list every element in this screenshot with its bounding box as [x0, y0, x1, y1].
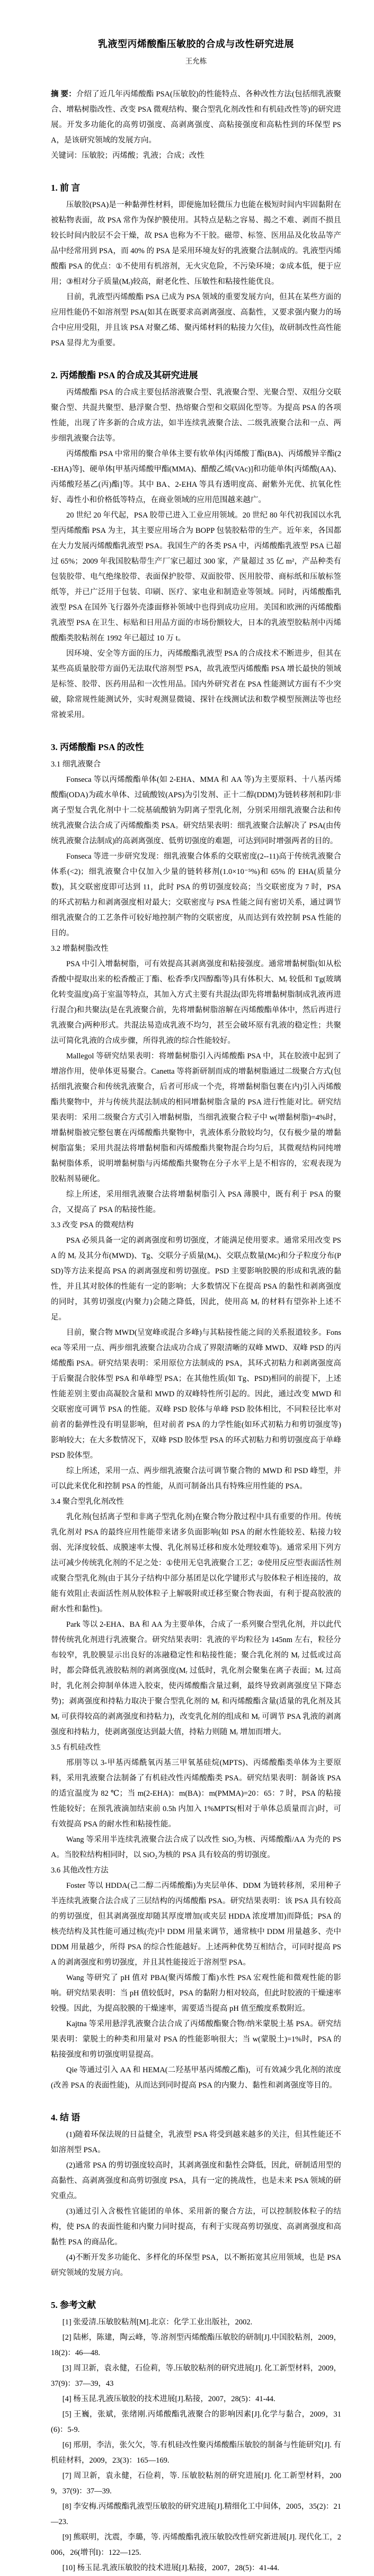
subsection-heading: 3.5 有机硅改性 [51, 1743, 101, 1752]
subsection-heading: 3.2 增黏树脂改性 [51, 944, 109, 953]
section-heading: 1. 前 言 [51, 183, 81, 193]
paragraph: Park 等以 2-EHA、BA 和 AA 为主要单体，合成了一系列聚合型乳化剂，并以此代替传统乳化剂进行乳液聚合。研究结果表明：乳液的平均粒径为 145nm 左右，粒径分布较窄，乳胶膜显示出良好的冻融稳定性和粘接性能；聚合乳化剂的 Mᵣ 过低或过高时，都会降低乳液胶粘剂的剥离强度(Mᵣ 过低时，乳化剂会聚集在离子表面；Mᵣ 过高时，乳化剂会抑制单体进入胶束，使丙烯酸酯含量过剩，最终导致剥离强度呈下降态势)；剥离强度和持粘力取决于聚合型乳化剂的 Mᵣ 和丙烯酸酯含量(适量的乳化剂及其 Mᵣ 可获得较高的剥离强度和持粘力)，改变乳化剂的组成和 Mᵣ 可调节 PSA 乳液的剥离强度和持粘力，使剥离强度达到最大值，持粘力则随 Mᵣ 增加而增大。 [51, 1620, 341, 1736]
section-heading: 4. 结 语 [51, 2113, 81, 2123]
reference-item: [2] 陆彬，陈建，陶云峰，等.溶剂型丙烯酸酯压敏胶的研制[J].中国胶粘剂，2009，18(2)：46—48. [51, 2333, 341, 2357]
paragraph: 20 世纪 20 年代起，PSA 胶带已进入工业应用领域。20 世纪 80 年代初我国以水乳型丙烯酸酯 PSA 为主，其主要应用场合为 BOPP 包装胶粘带的生产。近年来，各国都在大力发展丙烯酸酯乳液型 PSA。我国生产的各类 PSA 中，丙烯酸酯乳液型 PSA 已超过 65%；2009 年我国胶粘带生产厂家已超过 300 家，产量超过 35 亿 m²，产品种类有包装胶带、电气绝缘胶带、表面保护胶带、双面胶带、医用胶带、商标纸和压敏标签纸等，并已广泛用于包装、印刷、医疗、家电业和制造业等领域。同时，丙烯酸酯乳液型 PSA 在国外飞行器外壳漆面修补领域中也得到成功应用。美国和欧洲的丙烯酸酯乳液型 PSA 在卫生、标贴和日用品方面的市场份额较大，日本的乳液型胶粘剂中丙烯酸酯类胶粘剂在 1992 年已超过 10 万 t。 [51, 511, 341, 643]
subsection-heading: 3.3 改变 PSA 的微观结构 [51, 1221, 134, 1229]
paragraph: (2)通常 PSA 的剪切强度较高时，其剥离强度和黏性会降低，因此，研制适用型的高黏性、高剥离强度和高剪切强度 PSA，具有一定的挑战性，也是未来 PSA 领域的研究重点。 [51, 2161, 341, 2200]
abstract-label: 摘 要： [51, 90, 76, 99]
paragraph: 乳化剂(包括离子型和非离子型乳化剂)在聚合物分散过程中具有重要的作用。传统乳化剂对 PSA 的最终应用性能带来诸多负面影响(如 PSA 的耐水性能较差、粘接力较弱、光泽度较低、成膜速率太慢、乳化剂易迁移和废水处理较难等)。通常采用下列方法可减少传统乳化剂的不足之处：①使用无皂乳液聚合工艺；②使用反应型表面活性剂或聚合型乳化剂(由于其分子结构中部分基团是以化学键形式与胶体粒子相连接的，故能有效阻止表面活性剂从胶体粒子上解吸附或迁移至聚合物表面，有利于提高胶液的耐水性和黏性)。 [51, 1513, 341, 1614]
paragraph: Mallegol 等研究结果表明：将增黏树脂引入丙烯酸酯 PSA 中，其在胶液中起到了增溶作用，使单体更易聚合。Canetta 等将新研制而成的增黏树脂通过二级聚合方式(包括细乳液聚合和传统乳液聚合，后者可形成一个壳，将增黏树脂包裹在内)引入丙烯酸酯共聚物中，并与传统共混法制成的相同增黏树脂含量的 PSA 进行性能对比。研究结果表明：采用二级聚合方式引入增黏树脂，当细乳液聚合粒子中 w(增黏树脂)=4%时，增黏树脂被完整包裹在丙烯酸酯共聚物中，乳液体系分散较均匀，仅有极少量的增黏树脂富集；采用共混法将增黏树脂和丙烯酸酯共聚物混合均匀后，其微观结构同纯增黏树脂体系，说明增黏树脂与丙烯酸酯共聚物在分子水平上是不相容的，宏观表现为胶粘剂易硬化。 [51, 1052, 341, 1183]
paragraph: (4)不断开发多功能化、多样化的环保型 PSA，以不断拓宽其应用领域，也是 PSA 研究领域的发展方向。 [51, 2253, 341, 2277]
paragraph: Qie 等通过引入 AA 和 HEMA(二羟基甲基丙烯酸乙酯)，可有效减少乳化剂的浓度(改善 PSA 的表面性能)，从而达到同时提高 PSA 的内聚力、黏性和剥离强度等目的。 [51, 2066, 341, 2090]
paragraph: (3)通过引入含极性官能团的单体、采用新的聚合方法，可以控制胶体粒子的结构，使 PSA 的表面性能和内聚力同时提高，有利于实现高剪切强度、高剥离强度和高黏性 PSA 的商品化。 [51, 2207, 341, 2247]
document-body [51, 180, 341, 2576]
reference-item: [8] 李安梅.丙烯酸酯乳液型压敏胶的研究进展[J].精细化工中间体，2005，35(2)：21—23. [51, 2502, 341, 2526]
section-heading: 3. 丙烯酸酯 PSA 的改性 [51, 742, 144, 752]
page-title: 乳液型丙烯酸酯压敏胶的合成与改性研究进展 [98, 39, 294, 49]
paragraph: PSA 必须具备一定的剥离强度和剪切强度，才能满足使用要求。通常采用改变 PSA 的 Mᵣ 及其分布(MWD)、Tg、交联分子质量(Mₑ)、交联点数量(Mc)和分子粒度分布(PSD)等方法来提高 PSA 的剥离强度和剪切强度。PSD 主要影响胶膜的形成和乳液的黏性，并且其对胶体的性能有一定的影响；大多数情况下在提高 PSA 的黏性和剥离强度的同时，其剪切强度(内聚力)会随之降低，因此，使用高 Mᵣ 的材料有望弥补上述不足。 [51, 1236, 341, 1322]
paragraph: 丙烯酸酯 PSA 的合成主要包括溶液聚合型、乳液聚合型、光聚合型、双组分交联聚合型、共混共聚型、悬浮聚合型、热熔聚合型和交联固化型等。为提高 PSA 的各项性能，出现了许多新的合成方法，如半连续乳液聚合法、二级乳液聚合法和一点、两步细乳液聚合法等。 [51, 388, 341, 443]
paragraph: Wang 等研究了 pH 值对 PBA(聚丙烯酸丁酯)水性 PSA 宏观性能和微观性能的影响。研究结果表明：当 pH 值较低时，PSA 的黏附力相对较高，但此时胶液的干燥速率较慢。因此，为提高胶膜的干燥速率，需要适当提高 pH 值至酸度系数附近。 [51, 1974, 341, 2013]
paragraph: Fonseca 等进一步研究发现：细乳液聚合体系的交联密度(2--11)高于传统乳液聚合体系(<2)；细乳液聚合中仅加入少量的链转移剂(1.0×10⁻⁵%)和 65% 的 EHA(质量分数)，其交联密度即可达到 11，此时 PSA 的剪切强度较高；当交联密度为 7 时，PSA 的环式初粘力和剥离强度相对最大；交联密度与 PSA 性能之间有密切关系，通过调节细乳液聚合的工艺条件可较好地控制产物的交联密度，从而达到有效控制 PSA 性能的目的。 [51, 852, 341, 938]
paragraph: 邢朋等以 3-甲基丙烯酰氧丙基三甲氧基硅烷(MPTS)、丙烯酸酯类单体为主要原料，采用乳液聚合法制备了有机硅改性丙烯酸酯类 PSA。研究结果表明：制备该 PSA 的适宜温度为 82 ℃；当 m(2-EHA)：m(BA)：m(PMMA)=20：65：7 时，PSA 的粘接性能较好；在预乳液滴加结束前 0.5h 内加入 1%MPTS(相对于单体总质量而言)时，可有效提高 PSA 的耐水性和粘接性能。 [51, 1759, 341, 1829]
keywords-label: 关键词： [51, 151, 82, 160]
subsection-heading: 3.6 其他改性方法 [51, 1866, 109, 1875]
abstract-text: 介绍了近几年丙烯酸酯 PSA(压敏胶)的性能特点、各种改性方法(包括细乳液聚合、增粘树脂改性、改变 PSA 微观结构、聚合型乳化剂改性和有机硅改性等)的研究进展。开发多功能化的高剪切强度、高剥离强度、高粘接强度和高粘性到的环保型 PSA，是该研究领域的发展方向。 [51, 90, 341, 145]
paragraph: 目前，乳液型丙烯酸酯 PSA 已成为 PSA 领域的重要发展方向，但其在某些方面的应用性能仍不如溶剂型 PSA(如其在既要求高剥离强度、高黏性，又要求强内聚力的场合中应用受阻，并且该 PSA 对聚乙烯、聚丙烯材料的粘接力欠佳)，故研制改性高性能 PSA 显得尤为重要。 [51, 293, 341, 347]
paragraph: (1)随着环保法规的日益健全，乳液型 PSA 将受到越来越多的关注，但其性能还不如溶剂型 PSA。 [51, 2131, 341, 2154]
paragraph: 丙烯酸酯 PSA 中常用的聚合单体主要有软单体[丙烯酸丁酯(BA)、丙烯酸异辛酯(2-EHA)等]、硬单体[甲基丙烯酸甲酯(MMA)、醋酸乙烯(VAc)]和功能单体[丙烯酸(AA)、丙烯酸羟基乙(丙)酯]等。其中 BA、2-EHA 等具有透明度高、耐紫外光优、抗氧化性好、毒性小和价格低等特点，在商业领域的应用范围越来越广。 [51, 450, 341, 504]
subsection-heading: 3.4 聚合型乳化剂改性 [51, 1498, 124, 1506]
paragraph: 因环境、安全等方面的压力，丙烯酸酯乳液型 PSA 的合成技术不断进步，但其在某些高质量胶带方面仍无法取代溶剂型 PSA，故乳液型丙烯酸酯 PSA 增长最快的领域是标签、胶带、医药用品和一次性用品。国内外研究者在 PSA 性能测试方面有不少突破，除常规性能测试外，实时观测显微镜、探针在线测试法和数学模型预测法等也经常被采用。 [51, 649, 341, 719]
section-heading: 5. 参考文献 [51, 2300, 96, 2310]
section-heading: 2. 丙烯酸酯 PSA 的合成及其研究进展 [51, 370, 198, 380]
paragraph: 综上所述，采用一点、两步细乳液聚合法可调节聚合物的 MWD 和 PSD 峰型，并可以此来优化和控制 PSA 的性能，从而可制备出具有特殊应用性能的 PSA。 [51, 1467, 341, 1491]
keywords-text: 压敏胶；丙烯酸；乳液；合成；改性 [82, 151, 204, 160]
paragraph: Fonseca 等以丙烯酸酯单体(如 2-EHA、MMA 和 AA 等)为主要原料、十八基丙烯酸酯(ODA)为疏水单体、过硫酸铵(APS)为引发剂、正十二醇(DDM)为链转移剂和阴/非离子型复合乳化剂中十二烷基硫酸钠为阴离子型乳化剂，分别采用细乳液聚合法和传统乳液聚合法合成了丙烯酸酯类 PSA。研究结果表明：细乳液聚合法解决了 PSA(由传统乳液聚合法制成)的高剥离强度、低剪切强度的难题，可达到同时增强两者的目的。 [51, 776, 341, 845]
author: 王允栋 [185, 57, 207, 65]
reference-item: [1] 张爱清.压敏胶粘剂[M].北京：化学工业出版社，2002. [62, 2318, 253, 2327]
abstract [51, 87, 341, 148]
reference-item: [10] 杨玉昆.乳液压敏胶的技术进展[J].粘接，2007，28(5)：41-44. [62, 2564, 279, 2572]
reference-item: [5] 王巍，张斌，张绪刚.丙烯酸酯乳液聚合的影响因素[J].化学与黏合，2009，31(6)：5-9. [51, 2410, 341, 2434]
reference-item: [6] 邢朋，李洁，张欠欠，等.有机硅改性聚丙烯酸酯压敏胶的制备与性能研究[J]. 有机硅材料，2009，23(3)：165—169. [51, 2441, 341, 2465]
paragraph: Kajtna 等采用悬浮乳液聚合法合成了丙烯酸酯聚合物/纳米蒙脱土基 PSA。研究结果表明：蒙脱土的种类和用量对 PSA 的性能影响很大；当 w(蒙脱土)=1%时，PSA 的粘接强度和剪切强度明显提高。 [51, 2020, 341, 2059]
subsection-heading: 3.1 细乳液聚合 [51, 760, 101, 769]
reference-item: [9] 熊联明，沈震，李璐，等. 丙烯酸酯乳液压敏胶改性研究新进展[J]. 现代化工，2006，26(增刊I)：122—125. [51, 2533, 341, 2557]
paragraph: 压敏胶(PSA)是一种黏弹性材料，即便施加轻微压力也能在极短时间内牢固黏附在被粘物表面，故 PSA 常作为保护膜使用。其特点是粘之容易、揭之不难、剥而不损且较长时间内胶层不会干燥，故 PSA 也称为不干胶。磁带、标签、医用品及化妆品等产品中经常用到 PSA，而 40% 的 PSA 是采用环境友好的乳液聚合法制成的。乳液型丙烯酸酯 PSA 的优点：①不使用有机溶剂，无火灾危险，不污染环境；②成本低，便于应用；③相对分子质量(Mᵣ)较高，耐老化性、压敏性和粘接性能优良。 [51, 201, 341, 286]
paragraph: PSA 中引入增黏树脂，可有效提高其剥离强度和粘接强度。通常增黏树脂(如从松香酸中提取出来的松香酸正丁酯、松香季戊四醇酯等)具有体积大、Mᵣ 较低和 Tg(玻璃化转变温度)高于室温等特点，其加入方式主要有共混法(即先将增黏树脂制成乳液再进行混合)和共聚法(是在乳液聚合前，先将增黏树脂溶解在丙烯酸酯单体中，然后再进行乳液聚合)两种形式。共混法易造成乳液不均匀，甚至会破坏原有乳液的稳定性；共聚法可简化乳液的合成步骤，所得乳液的综合性能较好。 [51, 960, 341, 1045]
reference-item: [3] 周卫新，袁永健，石俭莉，等.压敏胶粘剂的研究进展[J]. 化工新型材料，2009，37(9)：37—39，43 [51, 2364, 341, 2388]
paragraph: Foster 等以 HDDA(己二醇二丙烯酸酯)为夹层单体、DDM 为链转移剂，采用种子半连续乳液聚合法合成了三层结构的丙烯酸酯 PSA。研究结果表明：该 PSA 具有较高的剪切强度，但其剥离强度却随其厚度增加(或夹层 HDDA 浓度增加)而降低；PSA 的核壳结构及其性能可通过核(壳)中 DDM 用量来调节，通常核中 DDM 用量越多、壳中 DDM 用量越少，所得 PSA 的综合性能越好。上述两种优势互相结合，可同时提高 PSA 的剥离强度和剪切强度，并且其性能接近于溶剂型 PSA。 [51, 1882, 341, 1967]
reference-item: [4] 杨玉昆.乳液压敏胶的技术进展[J].粘接，2007，28(5)：41-44. [62, 2395, 275, 2403]
reference-item: [7] 周卫新，袁永健，石俭莉，等. 压敏胶粘剂的研究进展[J]. 化工新型材料，2009，37(9)：37—39. [51, 2472, 341, 2495]
keywords [51, 148, 341, 164]
paragraph: 综上所述，采用细乳液聚合法将增黏树脂引入 PSA 薄膜中，既有利于 PSA 的聚合，又提高了 PSA 的粘接性能。 [51, 1190, 341, 1214]
paragraph: 目前，聚合物 MWD(呈宽峰或混合多峰)与其粘接性能之间的关系报道较多。Fonseca 等采用一点、两步细乳液聚合法成功合成了界限清晰的双峰 MWD、双峰 PSD 的丙烯酸酯 PSA。研究结果表明：采用原位方法制成的 PSA，其环式初粘力和剥离强度高于后聚混合胶体型 PSA 和单峰型 PSA；在其他性质(如 Tg、PSD)相同的前提下，上述性能差别主要由高凝胶含量和 MWD 的双峰特性所引起的。因此，通过改变 MWD 和交联密度可调节 PSA 的性能。双峰 PSD 胶体与单峰 PSD 胶体相比，不同粒径比率对前者的黏弹性没有明显影响，但对前者 PSA 的力学性能(如环式初粘力和剪切强度等)影响较大；在大多数情况下，双峰 PSD 胶体型 PSA 的环式初粘力和剪切强度高于单峰 PSD 胶体型。 [51, 1329, 341, 1460]
paragraph: Wang 等采用半连续乳液聚合法合成了以改性 SiO₂为核、丙烯酸酯/AA 为壳的 PSA。当胶粒结构相同时，以 SiO₂为核的 PSA 具有较高的剪切强度。 [51, 1835, 341, 1859]
